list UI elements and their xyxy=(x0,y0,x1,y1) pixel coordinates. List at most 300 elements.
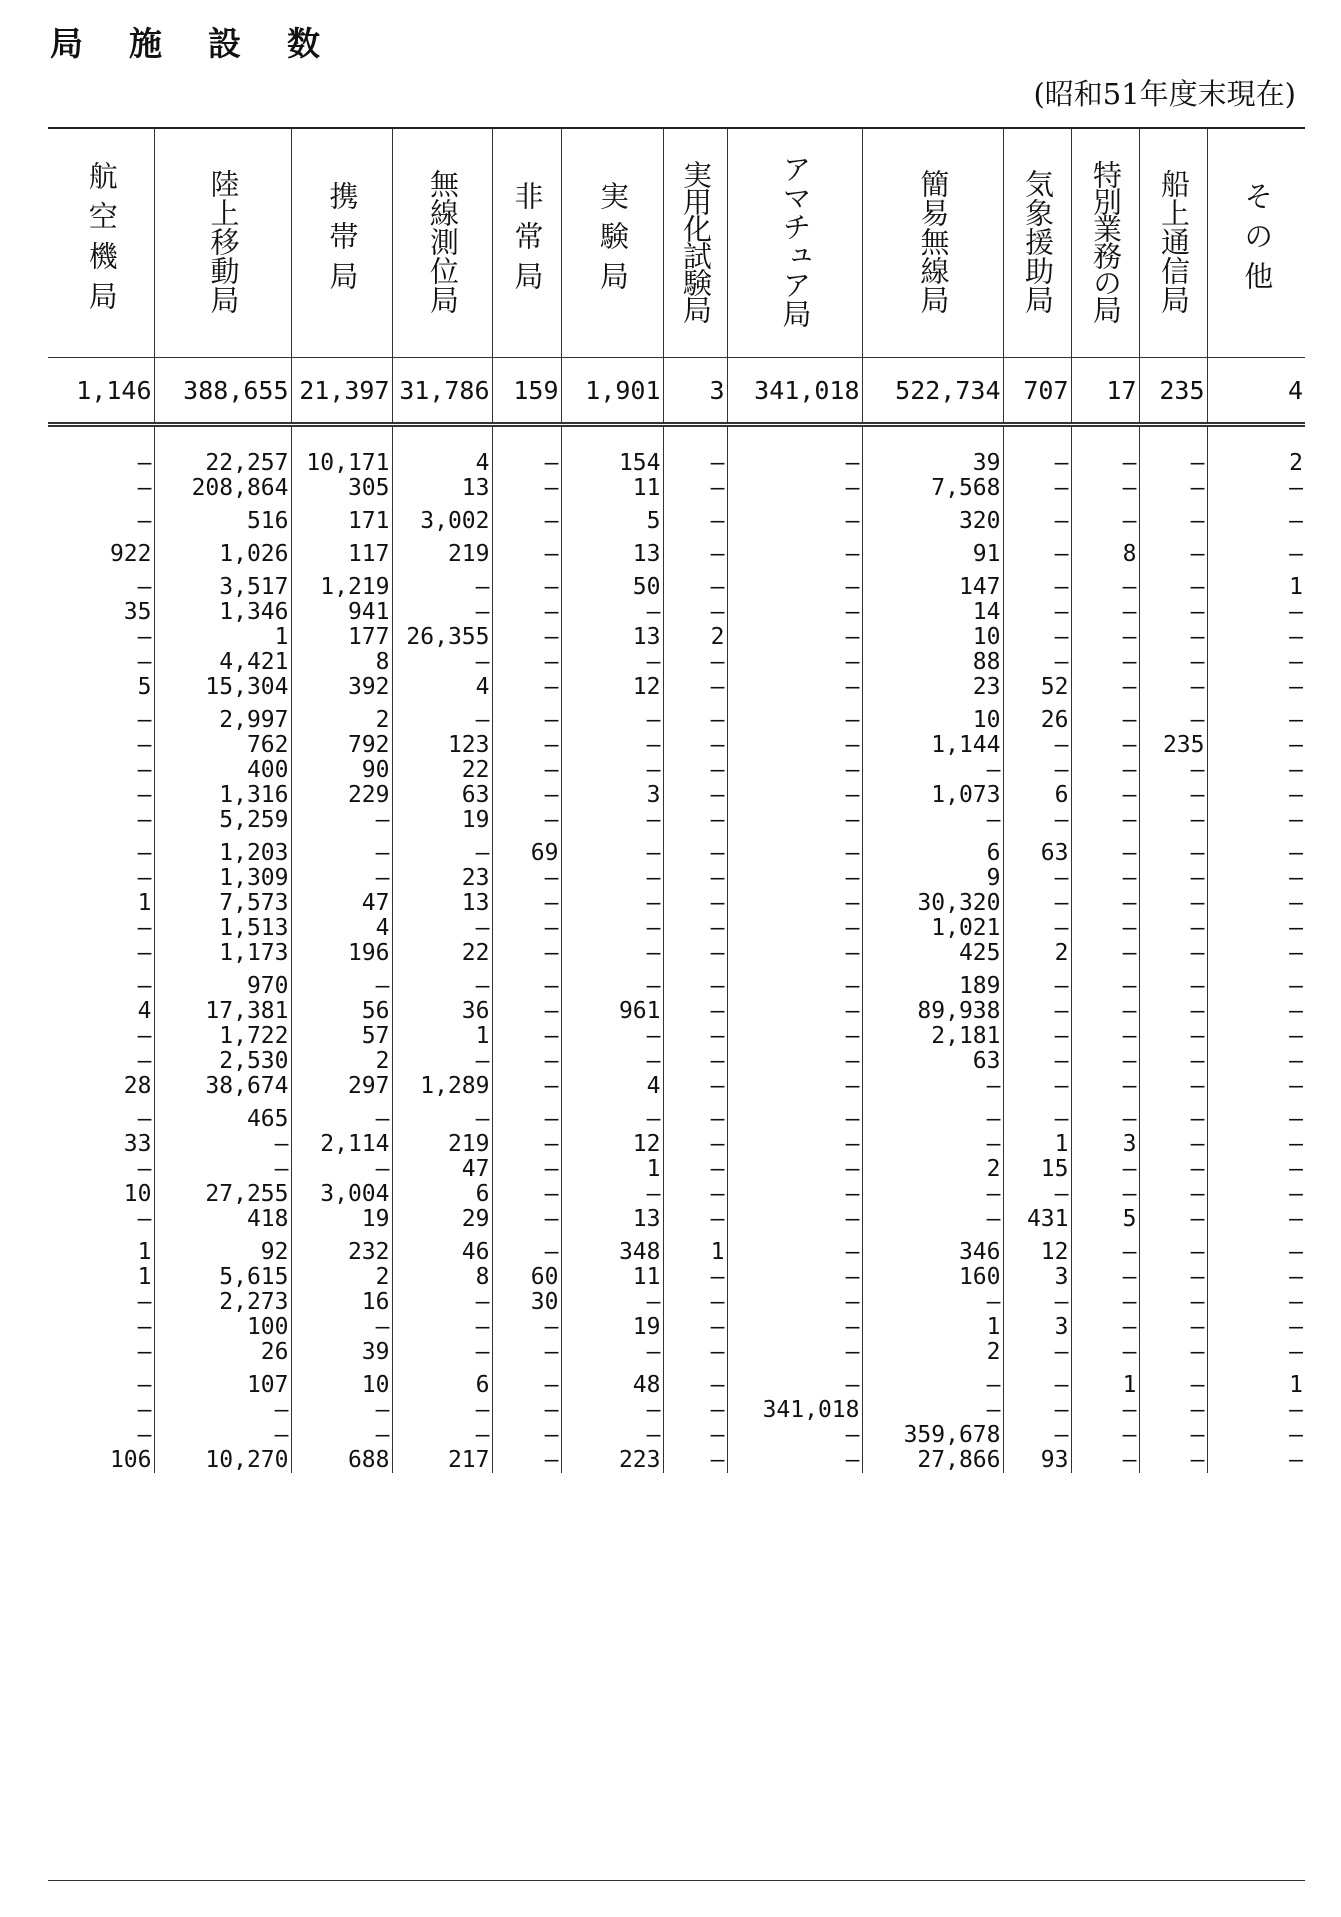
table-row xyxy=(48,891,1305,916)
table-cell: 5 xyxy=(1071,1207,1139,1232)
total-cell: 388,655 xyxy=(154,358,291,425)
total-cell: 159 xyxy=(492,358,561,425)
table-cell: — xyxy=(492,966,561,999)
col-header-onboard-comm: 船上通信局 xyxy=(1139,128,1207,358)
table-row xyxy=(48,1074,1305,1099)
table-cell: 106 xyxy=(48,1448,154,1473)
table-cell: — xyxy=(1071,1290,1139,1315)
table-cell: 4 xyxy=(392,675,492,700)
table-cell: 12 xyxy=(1003,1232,1071,1265)
total-cell: 1,901 xyxy=(561,358,663,425)
table-cell: 223 xyxy=(561,1448,663,1473)
table-cell: 2 xyxy=(291,1049,392,1074)
table-cell: — xyxy=(1003,501,1071,534)
table-cell: 38,674 xyxy=(154,1074,291,1099)
table-cell: 92 xyxy=(154,1232,291,1265)
table-row xyxy=(48,1232,1305,1265)
table-cell: — xyxy=(1139,625,1207,650)
table-cell: 3 xyxy=(1003,1315,1071,1340)
table-row xyxy=(48,700,1305,733)
table-cell: 63 xyxy=(392,783,492,808)
table-cell: 89,938 xyxy=(862,999,1003,1024)
header-row xyxy=(48,128,1305,358)
table-cell: — xyxy=(727,733,862,758)
table-cell: — xyxy=(1289,973,1303,999)
table-cell: 6 xyxy=(1003,783,1071,808)
table-cell: 425 xyxy=(862,941,1003,966)
table-cell: — xyxy=(1071,1049,1139,1074)
col-header-simple-radio: 簡易無線局 xyxy=(862,128,1003,358)
table-cell: — xyxy=(727,758,862,783)
table-cell: 1,309 xyxy=(154,866,291,891)
table-cell: 229 xyxy=(291,783,392,808)
spacer-row xyxy=(48,425,1305,452)
table-cell: — xyxy=(1071,700,1139,733)
table-cell: — xyxy=(1139,600,1207,625)
table-cell: — xyxy=(561,891,663,916)
table-cell: — xyxy=(1289,1156,1303,1182)
table-cell: — xyxy=(492,1024,561,1049)
table-cell: — xyxy=(1139,1049,1207,1074)
table-cell: — xyxy=(1071,916,1139,941)
table-cell: — xyxy=(1003,1024,1071,1049)
table-cell: — xyxy=(727,1132,862,1157)
table-cell: 1 xyxy=(392,1024,492,1049)
table-cell: 418 xyxy=(154,1207,291,1232)
table-cell: — xyxy=(1139,1340,1207,1365)
table-cell: — xyxy=(561,1099,663,1132)
table-cell: 57 xyxy=(291,1024,392,1049)
table-cell: 1,173 xyxy=(154,941,291,966)
table-cell: — xyxy=(48,1099,154,1132)
table-cell: — xyxy=(663,733,727,758)
table-cell: — xyxy=(663,1448,727,1473)
table-cell: — xyxy=(1139,1182,1207,1207)
table-cell: — xyxy=(1071,1315,1139,1340)
table-cell: — xyxy=(1289,1264,1303,1290)
table-cell: 15 xyxy=(1003,1157,1071,1182)
table-cell: — xyxy=(1289,1181,1303,1207)
table-cell: 1 xyxy=(1289,574,1303,600)
table-cell: 29 xyxy=(392,1207,492,1232)
table-cell: — xyxy=(1139,999,1207,1024)
table-cell: — xyxy=(392,567,492,600)
table-cell: — xyxy=(1289,1447,1303,1473)
table-cell: — xyxy=(1139,476,1207,501)
table-cell: — xyxy=(1289,599,1303,625)
total-cell: 3 xyxy=(663,358,727,425)
table-cell: — xyxy=(1071,1398,1139,1423)
table-cell: 63 xyxy=(1003,833,1071,866)
table-cell: — xyxy=(663,833,727,866)
table-cell: — xyxy=(663,758,727,783)
table-cell: — xyxy=(1139,1099,1207,1132)
table-cell: — xyxy=(1139,1290,1207,1315)
table-cell: — xyxy=(1139,1398,1207,1423)
table-cell: 961 xyxy=(561,999,663,1024)
table-cell: — xyxy=(1003,1290,1071,1315)
table-cell: — xyxy=(663,916,727,941)
table-cell: — xyxy=(727,501,862,534)
table-cell: — xyxy=(727,1365,862,1398)
table-cell: 219 xyxy=(392,534,492,567)
table-cell: — xyxy=(1289,1131,1303,1157)
table-cell: — xyxy=(492,1132,561,1157)
table-cell: — xyxy=(1289,1106,1303,1132)
table-cell: — xyxy=(48,1290,154,1315)
table-cell: 10 xyxy=(291,1365,392,1398)
table-cell: 1,021 xyxy=(862,916,1003,941)
table-cell: — xyxy=(1289,1023,1303,1049)
table-cell: — xyxy=(392,1049,492,1074)
table-cell: — xyxy=(1139,1365,1207,1398)
table-cell: 1,026 xyxy=(154,534,291,567)
table-cell: 1,144 xyxy=(862,733,1003,758)
table-cell: 10,171 xyxy=(291,451,392,476)
table-cell: — xyxy=(48,1365,154,1398)
total-cell: 21,397 xyxy=(291,358,392,425)
table-cell: 2 xyxy=(1003,941,1071,966)
table-cell: — xyxy=(1289,890,1303,916)
col-header-practical-test: 実用化試験局 xyxy=(663,128,727,358)
table-cell: — xyxy=(492,1365,561,1398)
table-cell: — xyxy=(1071,1423,1139,1448)
table-cell: 48 xyxy=(561,1365,663,1398)
table-cell: 1 xyxy=(1071,1365,1139,1398)
table-cell: 4,421 xyxy=(154,650,291,675)
table-cell: — xyxy=(663,783,727,808)
table-cell: 1 xyxy=(1003,1132,1071,1157)
table-row xyxy=(48,941,1305,966)
table-cell: — xyxy=(561,1182,663,1207)
table-cell: — xyxy=(727,1315,862,1340)
total-cell: 17 xyxy=(1071,358,1139,425)
table-cell: — xyxy=(1289,624,1303,650)
table-cell: — xyxy=(1289,915,1303,941)
table-cell: — xyxy=(492,1398,561,1423)
table-cell: — xyxy=(663,700,727,733)
table-cell: 88 xyxy=(862,650,1003,675)
table-cell: — xyxy=(48,700,154,733)
table-cell: 4 xyxy=(291,916,392,941)
table-cell: 2 xyxy=(862,1340,1003,1365)
table-cell: — xyxy=(727,451,862,476)
table-cell: 922 xyxy=(48,534,154,567)
table-cell: 8 xyxy=(392,1265,492,1290)
table-cell: 17,381 xyxy=(154,999,291,1024)
table-cell: — xyxy=(663,1315,727,1340)
table-cell: — xyxy=(1003,866,1071,891)
table-cell: 1,219 xyxy=(291,567,392,600)
table-cell: 688 xyxy=(291,1448,392,1473)
table-cell: — xyxy=(663,999,727,1024)
total-cell: 341,018 xyxy=(727,358,862,425)
facility-count-table xyxy=(48,127,1305,1473)
table-cell: 10 xyxy=(862,700,1003,733)
table-cell: 100 xyxy=(154,1315,291,1340)
table-cell: — xyxy=(1003,567,1071,600)
table-cell: 196 xyxy=(291,941,392,966)
table-cell: — xyxy=(663,1365,727,1398)
table-cell: 10,270 xyxy=(154,1448,291,1473)
table-cell: — xyxy=(48,650,154,675)
table-cell: — xyxy=(1289,475,1303,501)
table-cell: 26,355 xyxy=(392,625,492,650)
table-cell: — xyxy=(48,941,154,966)
table-cell: — xyxy=(48,1157,154,1182)
table-cell: — xyxy=(1139,1232,1207,1265)
table-cell: 3 xyxy=(561,783,663,808)
table-cell: — xyxy=(862,1207,1003,1232)
table-row xyxy=(48,1448,1305,1473)
table-cell: — xyxy=(1139,1265,1207,1290)
table-cell: — xyxy=(1003,916,1071,941)
table-cell: — xyxy=(492,1182,561,1207)
table-cell: 60 xyxy=(492,1265,561,1290)
table-cell: 7,568 xyxy=(862,476,1003,501)
table-cell: 320 xyxy=(862,501,1003,534)
col-header-experimental: 実験局 xyxy=(561,128,663,358)
totals-row xyxy=(48,358,1305,425)
table-cell: — xyxy=(392,650,492,675)
table-cell: 13 xyxy=(392,891,492,916)
table-cell: — xyxy=(727,625,862,650)
table-cell: — xyxy=(1071,891,1139,916)
table-cell: 14 xyxy=(862,600,1003,625)
table-cell: — xyxy=(561,600,663,625)
table-row xyxy=(48,476,1305,501)
table-cell: — xyxy=(48,451,154,476)
table-row xyxy=(48,1049,1305,1074)
table-cell: 1,722 xyxy=(154,1024,291,1049)
table-cell: — xyxy=(48,567,154,600)
table-cell: — xyxy=(1289,1206,1303,1232)
table-cell: 9 xyxy=(862,866,1003,891)
table-row xyxy=(48,1265,1305,1290)
table-cell: — xyxy=(561,866,663,891)
table-cell: — xyxy=(492,1423,561,1448)
table-cell: — xyxy=(862,808,1003,833)
table-cell: — xyxy=(663,600,727,625)
table-cell: — xyxy=(862,1398,1003,1423)
table-cell: — xyxy=(1139,1157,1207,1182)
as-of-date: (昭和51年度末現在) xyxy=(1033,77,1296,111)
table-cell: 8 xyxy=(291,650,392,675)
table-cell: — xyxy=(727,476,862,501)
table-row xyxy=(48,1365,1305,1398)
table-cell: — xyxy=(1003,476,1071,501)
table-row xyxy=(48,650,1305,675)
table-cell: — xyxy=(663,534,727,567)
table-cell: — xyxy=(1071,999,1139,1024)
table-cell: — xyxy=(663,1290,727,1315)
table-cell: — xyxy=(663,1207,727,1232)
table-cell: 219 xyxy=(392,1132,492,1157)
table-cell: — xyxy=(561,650,663,675)
table-cell: 28 xyxy=(48,1074,154,1099)
table-cell: — xyxy=(48,1315,154,1340)
table-cell: 4 xyxy=(392,451,492,476)
table-cell: — xyxy=(1289,1422,1303,1448)
table-cell: — xyxy=(1289,508,1303,534)
table-cell: — xyxy=(1071,783,1139,808)
table-cell: — xyxy=(1003,625,1071,650)
table-cell: 10 xyxy=(862,625,1003,650)
table-cell: — xyxy=(1071,501,1139,534)
table-cell: 6 xyxy=(392,1182,492,1207)
table-cell: 392 xyxy=(291,675,392,700)
table-cell: — xyxy=(1003,891,1071,916)
table-cell: — xyxy=(48,916,154,941)
table-cell: — xyxy=(1139,758,1207,783)
table-cell: 91 xyxy=(862,534,1003,567)
table-cell: — xyxy=(727,600,862,625)
table-cell: — xyxy=(727,1099,862,1132)
table-cell: 348 xyxy=(561,1232,663,1265)
table-cell: 2,530 xyxy=(154,1049,291,1074)
table-cell: — xyxy=(48,1049,154,1074)
table-cell: 941 xyxy=(291,600,392,625)
table-cell: 2,114 xyxy=(291,1132,392,1157)
table-cell: — xyxy=(727,534,862,567)
table-cell: — xyxy=(1003,999,1071,1024)
table-cell: — xyxy=(727,999,862,1024)
table-cell: 52 xyxy=(1003,675,1071,700)
table-cell: 33 xyxy=(48,1132,154,1157)
table-cell: — xyxy=(663,1157,727,1182)
table-cell: 16 xyxy=(291,1290,392,1315)
table-cell: 2,997 xyxy=(154,700,291,733)
table-cell: — xyxy=(48,1398,154,1423)
table-row xyxy=(48,534,1305,567)
table-cell: — xyxy=(392,1290,492,1315)
table-cell: 3 xyxy=(1003,1265,1071,1290)
table-cell: — xyxy=(1003,1340,1071,1365)
table-row xyxy=(48,783,1305,808)
table-cell: — xyxy=(663,1265,727,1290)
table-cell: — xyxy=(727,866,862,891)
table-cell: — xyxy=(492,625,561,650)
table-cell: — xyxy=(492,1232,561,1265)
table-cell: 5,615 xyxy=(154,1265,291,1290)
table-cell: — xyxy=(492,1315,561,1340)
table-cell: 4 xyxy=(48,999,154,1024)
table-cell: — xyxy=(492,808,561,833)
page-title: 局施設数 xyxy=(50,24,366,63)
table-cell: — xyxy=(291,808,392,833)
table-cell: — xyxy=(727,700,862,733)
table-cell: — xyxy=(1139,941,1207,966)
table-row xyxy=(48,966,1305,999)
table-row xyxy=(48,501,1305,534)
table-row xyxy=(48,833,1305,866)
table-cell: — xyxy=(862,1099,1003,1132)
table-cell: 2 xyxy=(663,625,727,650)
table-cell: 305 xyxy=(291,476,392,501)
table-cell: — xyxy=(727,567,862,600)
table-cell: — xyxy=(1289,732,1303,758)
table-cell: 171 xyxy=(291,501,392,534)
table-cell: — xyxy=(862,1182,1003,1207)
table-cell: — xyxy=(1289,782,1303,808)
table-cell: — xyxy=(492,1207,561,1232)
table-row xyxy=(48,1398,1305,1423)
table-cell: 5 xyxy=(48,675,154,700)
table-cell: 22 xyxy=(392,941,492,966)
table-cell: — xyxy=(392,1398,492,1423)
table-cell: — xyxy=(1289,674,1303,700)
table-cell: — xyxy=(727,1340,862,1365)
table-cell: — xyxy=(291,833,392,866)
table-cell: — xyxy=(1289,1239,1303,1265)
total-cell: 31,786 xyxy=(392,358,492,425)
table-cell: — xyxy=(663,451,727,476)
table-cell: — xyxy=(1003,1182,1071,1207)
table-row xyxy=(48,1024,1305,1049)
table-cell: 23 xyxy=(862,675,1003,700)
table-cell: 1,203 xyxy=(154,833,291,866)
table-cell: 359,678 xyxy=(862,1423,1003,1448)
table-cell: 26 xyxy=(1003,700,1071,733)
table-cell: — xyxy=(1139,1024,1207,1049)
table-cell: — xyxy=(1071,941,1139,966)
table-cell: — xyxy=(1289,1397,1303,1423)
table-cell: — xyxy=(492,866,561,891)
table-cell: — xyxy=(154,1157,291,1182)
table-cell: — xyxy=(492,1157,561,1182)
table-row xyxy=(48,1207,1305,1232)
table-cell: — xyxy=(1139,567,1207,600)
table-row xyxy=(48,625,1305,650)
table-cell: — xyxy=(1071,1157,1139,1182)
table-cell: — xyxy=(663,567,727,600)
table-cell: — xyxy=(1289,840,1303,866)
table-cell: 7,573 xyxy=(154,891,291,916)
table-cell: — xyxy=(727,966,862,999)
table-cell: — xyxy=(1071,1448,1139,1473)
table-cell: — xyxy=(1003,1423,1071,1448)
table-cell: 177 xyxy=(291,625,392,650)
table-cell: 12 xyxy=(561,1132,663,1157)
table-cell: — xyxy=(561,733,663,758)
table-row xyxy=(48,916,1305,941)
table-cell: — xyxy=(1139,534,1207,567)
table-row xyxy=(48,1157,1305,1182)
table-cell: — xyxy=(663,808,727,833)
table-cell: — xyxy=(291,1099,392,1132)
table-cell: — xyxy=(392,966,492,999)
table-cell: 90 xyxy=(291,758,392,783)
table-cell: 1 xyxy=(1289,1372,1303,1398)
table-cell: — xyxy=(492,999,561,1024)
table-row xyxy=(48,567,1305,600)
table-cell: — xyxy=(1071,1232,1139,1265)
table-cell: 11 xyxy=(561,1265,663,1290)
table-cell: 208,864 xyxy=(154,476,291,501)
table-cell: — xyxy=(561,941,663,966)
col-header-amateur: アマチュア局 xyxy=(727,128,862,358)
table-cell: — xyxy=(1289,1048,1303,1074)
table-cell: 22,257 xyxy=(154,451,291,476)
table-cell: 13 xyxy=(392,476,492,501)
table-cell: 107 xyxy=(154,1365,291,1398)
table-cell: — xyxy=(1071,1340,1139,1365)
table-cell: 516 xyxy=(154,501,291,534)
facility-count-table-wrapper xyxy=(48,127,1305,1473)
table-cell: — xyxy=(1071,733,1139,758)
table-cell: 762 xyxy=(154,733,291,758)
table-cell: 2 xyxy=(862,1157,1003,1182)
